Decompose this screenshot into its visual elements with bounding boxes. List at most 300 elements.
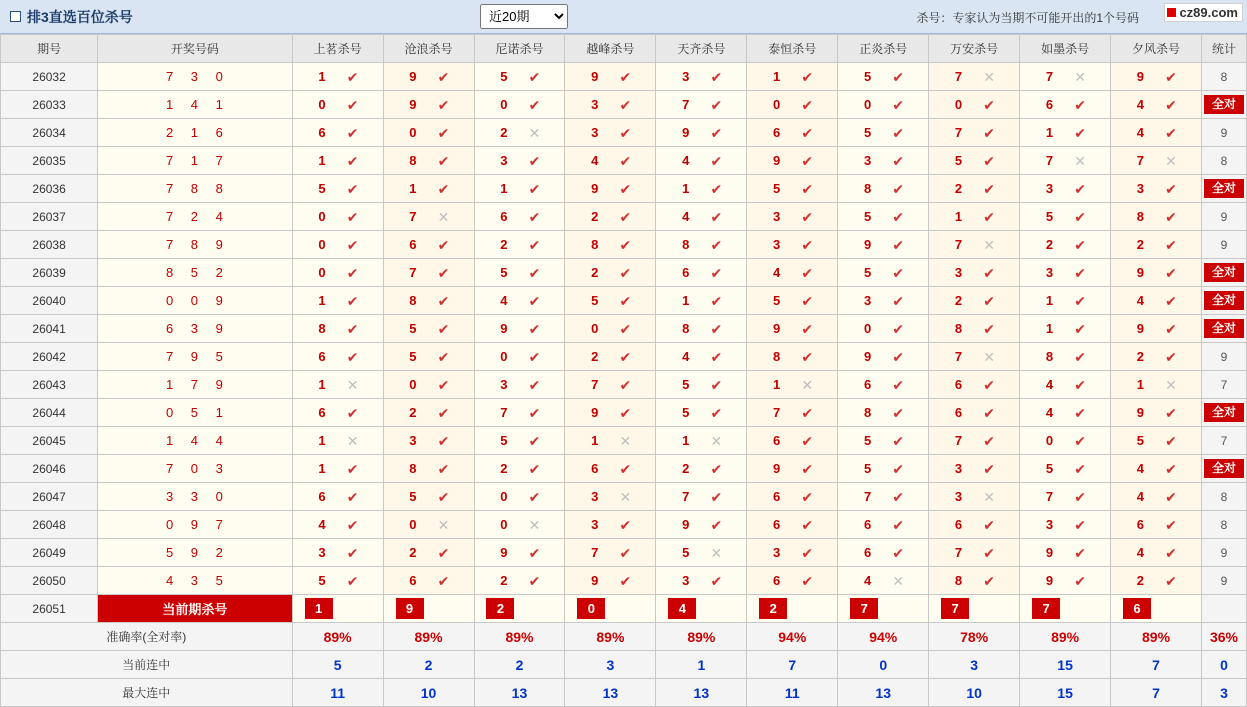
kill-number-cell — [292, 119, 383, 147]
kill-number: 5 — [682, 405, 690, 420]
kill-number-cell — [565, 371, 656, 399]
issue-cell: 26034 — [1, 119, 98, 147]
cross-icon: ✕ — [619, 432, 632, 449]
kill-number-cell — [1020, 567, 1111, 595]
column-header: 正炎杀号 — [838, 35, 929, 63]
check-icon: ✔ — [528, 68, 541, 85]
check-icon: ✔ — [528, 460, 541, 477]
check-icon: ✔ — [801, 488, 814, 505]
kill-number-cell — [565, 203, 656, 231]
kill-number-cell — [1111, 455, 1202, 483]
check-icon: ✔ — [892, 460, 905, 477]
kill-number-cell — [747, 399, 838, 427]
check-icon: ✔ — [1074, 264, 1086, 281]
kill-number: 7 — [954, 237, 963, 252]
kill-number: 3 — [591, 517, 599, 532]
kill-number: 3 — [500, 377, 508, 392]
kill-number-cell — [565, 511, 656, 539]
kill-number-cell — [838, 427, 929, 455]
check-icon: ✔ — [1165, 572, 1177, 589]
kill-number: 0 — [409, 125, 417, 140]
kill-number-cell — [565, 343, 656, 371]
kill-number-cell — [838, 567, 929, 595]
summary-value: 13 — [656, 679, 747, 707]
current-kill-number: 2 — [486, 598, 514, 619]
current-kill-number: 6 — [1123, 598, 1151, 619]
summary-value: 7 — [747, 651, 838, 679]
kill-number: 0 — [773, 97, 781, 112]
check-icon: ✔ — [437, 68, 450, 85]
kill-number-cell — [565, 427, 656, 455]
kill-number-cell — [565, 315, 656, 343]
table-header-row — [1, 35, 1247, 63]
check-icon: ✔ — [983, 460, 996, 477]
check-icon: ✔ — [619, 236, 632, 253]
check-icon: ✔ — [983, 96, 996, 113]
kill-number-cell — [656, 371, 747, 399]
check-icon: ✔ — [619, 572, 632, 589]
all-correct-badge: 全对 — [1204, 291, 1244, 310]
check-icon: ✔ — [892, 180, 905, 197]
kill-number: 6 — [318, 489, 326, 504]
check-icon: ✔ — [710, 376, 723, 393]
stat-cell: 9 — [1202, 203, 1247, 231]
cross-icon: ✕ — [983, 488, 996, 505]
table-row — [1, 567, 1247, 595]
table-row — [1, 203, 1247, 231]
kill-number: 4 — [1045, 377, 1054, 392]
kill-number: 9 — [409, 69, 417, 84]
check-icon: ✔ — [983, 376, 996, 393]
kill-number-cell — [929, 567, 1020, 595]
kill-number-cell — [383, 511, 474, 539]
column-header: 如墨杀号 — [1020, 35, 1111, 63]
kill-number: 5 — [500, 265, 508, 280]
current-kill-cell — [929, 595, 1020, 623]
kill-number-cell — [747, 371, 838, 399]
kill-number: 9 — [409, 97, 417, 112]
check-icon: ✔ — [983, 544, 996, 561]
check-icon: ✔ — [710, 124, 723, 141]
check-icon: ✔ — [619, 404, 632, 421]
check-icon: ✔ — [619, 376, 632, 393]
draw-code-cell: 7 2 4 — [98, 203, 292, 231]
summary-value: 78% — [929, 623, 1020, 651]
kill-number-cell — [747, 427, 838, 455]
kill-number-cell — [383, 147, 474, 175]
kill-number-cell — [1111, 119, 1202, 147]
check-icon: ✔ — [983, 432, 996, 449]
kill-number: 7 — [682, 489, 690, 504]
check-icon: ✔ — [801, 404, 814, 421]
summary-value: 15 — [1020, 651, 1111, 679]
issue-cell: 26037 — [1, 203, 98, 231]
kill-number: 6 — [954, 377, 963, 392]
kill-number: 1 — [318, 377, 326, 392]
kill-number: 0 — [500, 517, 508, 532]
kill-number: 7 — [409, 265, 417, 280]
current-kill-cell — [292, 595, 383, 623]
kill-number: 4 — [682, 349, 690, 364]
kill-number: 0 — [1045, 433, 1054, 448]
stat-cell — [1202, 259, 1247, 287]
table-row — [1, 231, 1247, 259]
kill-number-cell — [929, 203, 1020, 231]
kill-number-cell — [838, 203, 929, 231]
check-icon: ✔ — [892, 264, 905, 281]
square-bullet-icon — [10, 11, 21, 22]
check-icon: ✔ — [437, 320, 450, 337]
check-icon: ✔ — [528, 348, 541, 365]
issue-cell: 26047 — [1, 483, 98, 511]
kill-number-cell — [1020, 455, 1111, 483]
kill-number-cell — [1111, 91, 1202, 119]
kill-number-cell — [838, 91, 929, 119]
kill-number: 7 — [682, 97, 690, 112]
check-icon: ✔ — [619, 516, 632, 533]
check-icon: ✔ — [437, 180, 450, 197]
kill-number: 3 — [591, 97, 599, 112]
summary-label: 当前连中 — [1, 651, 293, 679]
kill-number-cell — [1020, 203, 1111, 231]
check-icon: ✔ — [892, 376, 905, 393]
kill-number: 8 — [863, 405, 872, 420]
kill-number: 0 — [409, 377, 417, 392]
kill-number-cell — [292, 91, 383, 119]
logo-dot-icon — [1167, 8, 1176, 17]
kill-number-cell — [383, 175, 474, 203]
kill-number: 3 — [863, 293, 872, 308]
kill-number: 7 — [409, 209, 417, 224]
column-header: 天齐杀号 — [656, 35, 747, 63]
kill-number-cell — [565, 399, 656, 427]
kill-number-cell — [929, 427, 1020, 455]
current-kill-cell — [1111, 595, 1202, 623]
kill-number-cell — [838, 455, 929, 483]
kill-number: 6 — [500, 209, 508, 224]
issue-cell: 26036 — [1, 175, 98, 203]
kill-number-cell — [383, 231, 474, 259]
kill-number-cell — [565, 287, 656, 315]
current-kill-number: 7 — [850, 598, 878, 619]
kill-number: 8 — [409, 461, 417, 476]
kill-number-cell — [1020, 259, 1111, 287]
kill-number-cell — [383, 427, 474, 455]
draw-code-cell: 7 8 9 — [98, 231, 292, 259]
kill-number: 9 — [863, 237, 872, 252]
site-logo — [1164, 3, 1243, 22]
kill-number: 8 — [954, 321, 963, 336]
kill-number-cell — [1111, 287, 1202, 315]
kill-number-cell — [474, 119, 565, 147]
check-icon: ✔ — [346, 404, 359, 421]
kill-number: 4 — [318, 517, 326, 532]
kill-number-cell — [383, 399, 474, 427]
kill-number-cell — [1111, 175, 1202, 203]
kill-number: 5 — [773, 293, 781, 308]
kill-number-cell — [656, 91, 747, 119]
kill-number: 5 — [318, 573, 326, 588]
kill-number: 5 — [863, 433, 872, 448]
kill-number: 5 — [409, 489, 417, 504]
kill-number-cell — [929, 287, 1020, 315]
check-icon: ✔ — [801, 264, 814, 281]
kill-number-cell — [292, 371, 383, 399]
kill-number: 6 — [409, 237, 417, 252]
cross-icon: ✕ — [983, 236, 996, 253]
check-icon: ✔ — [619, 348, 632, 365]
check-icon: ✔ — [983, 292, 996, 309]
kill-number-cell — [565, 483, 656, 511]
check-icon: ✔ — [1074, 376, 1086, 393]
kill-number: 5 — [1045, 461, 1054, 476]
kill-number-cell — [383, 91, 474, 119]
check-icon: ✔ — [437, 152, 450, 169]
kill-number-cell — [656, 483, 747, 511]
kill-number: 7 — [1045, 153, 1054, 168]
kill-number-cell — [656, 315, 747, 343]
kill-number: 8 — [1136, 209, 1145, 224]
kill-number-cell — [1020, 483, 1111, 511]
check-icon: ✔ — [983, 404, 996, 421]
check-icon: ✔ — [801, 460, 814, 477]
kill-number: 4 — [1136, 97, 1145, 112]
check-icon: ✔ — [710, 516, 723, 533]
check-icon: ✔ — [1074, 516, 1086, 533]
cross-icon: ✕ — [1074, 152, 1086, 169]
kill-number-cell — [929, 231, 1020, 259]
kill-number: 5 — [863, 69, 872, 84]
kill-number-cell — [747, 147, 838, 175]
check-icon: ✔ — [346, 152, 359, 169]
check-icon: ✔ — [892, 96, 905, 113]
kill-number-cell — [1111, 539, 1202, 567]
check-icon: ✔ — [346, 572, 359, 589]
check-icon: ✔ — [710, 68, 723, 85]
kill-number-cell — [474, 287, 565, 315]
kill-number: 1 — [318, 461, 326, 476]
kill-number: 5 — [409, 321, 417, 336]
check-icon: ✔ — [619, 68, 632, 85]
kill-number: 9 — [1136, 265, 1145, 280]
kill-number-cell — [383, 371, 474, 399]
kill-number: 6 — [773, 433, 781, 448]
kill-number: 3 — [1045, 517, 1054, 532]
kill-number-cell — [929, 539, 1020, 567]
kill-number-cell — [565, 567, 656, 595]
period-select-wrapper[interactable] — [480, 4, 568, 29]
kill-number: 2 — [954, 181, 963, 196]
check-icon: ✔ — [1074, 572, 1086, 589]
check-icon: ✔ — [892, 544, 905, 561]
kill-number-cell — [656, 63, 747, 91]
kill-number-cell — [656, 231, 747, 259]
current-kill-cell — [656, 595, 747, 623]
check-icon: ✔ — [801, 152, 814, 169]
cross-icon: ✕ — [801, 376, 814, 393]
kill-number-cell — [565, 539, 656, 567]
kill-number-cell — [929, 511, 1020, 539]
check-icon: ✔ — [710, 96, 723, 113]
check-icon: ✔ — [892, 432, 905, 449]
kill-number-cell — [656, 455, 747, 483]
check-icon: ✔ — [1074, 208, 1086, 225]
kill-number: 4 — [591, 153, 599, 168]
check-icon: ✔ — [1074, 348, 1086, 365]
kill-number-cell — [656, 539, 747, 567]
kill-number-cell — [656, 343, 747, 371]
kill-number: 0 — [863, 97, 872, 112]
check-icon: ✔ — [619, 292, 632, 309]
check-icon: ✔ — [346, 460, 359, 477]
check-icon: ✔ — [528, 572, 541, 589]
kill-number: 9 — [500, 545, 508, 560]
draw-code-cell: 3 3 0 — [98, 483, 292, 511]
kill-number: 4 — [1045, 405, 1054, 420]
kill-number: 7 — [773, 405, 781, 420]
check-icon: ✔ — [346, 264, 359, 281]
kill-number-cell — [1020, 399, 1111, 427]
kill-number: 0 — [318, 97, 326, 112]
check-icon: ✔ — [346, 292, 359, 309]
kill-number: 7 — [954, 545, 963, 560]
kill-number: 3 — [1136, 181, 1145, 196]
kill-number-cell — [838, 287, 929, 315]
summary-row — [1, 651, 1247, 679]
kill-number-cell — [747, 455, 838, 483]
check-icon: ✔ — [346, 180, 359, 197]
kill-number: 2 — [1045, 237, 1054, 252]
kill-number: 5 — [863, 125, 872, 140]
check-icon: ✔ — [437, 404, 450, 421]
check-icon: ✔ — [1165, 264, 1177, 281]
kill-number-cell — [474, 399, 565, 427]
kill-number-cell — [474, 231, 565, 259]
kill-number-cell — [565, 119, 656, 147]
kill-number: 2 — [409, 545, 417, 560]
check-icon: ✔ — [437, 264, 450, 281]
current-kill-cell — [838, 595, 929, 623]
kill-number: 2 — [591, 265, 599, 280]
kill-number-cell — [292, 315, 383, 343]
kill-number-cell — [838, 147, 929, 175]
kill-number: 4 — [1136, 125, 1145, 140]
kill-number: 7 — [954, 125, 963, 140]
kill-number-cell — [292, 567, 383, 595]
draw-code-cell: 1 4 4 — [98, 427, 292, 455]
check-icon: ✔ — [437, 572, 450, 589]
summary-value: 13 — [565, 679, 656, 707]
kill-number: 3 — [682, 573, 690, 588]
check-icon: ✔ — [801, 236, 814, 253]
kill-number-cell — [292, 483, 383, 511]
check-icon: ✔ — [437, 96, 450, 113]
kill-number-cell — [474, 539, 565, 567]
kill-number: 4 — [773, 265, 781, 280]
check-icon: ✔ — [983, 208, 996, 225]
all-correct-badge: 全对 — [1204, 95, 1244, 114]
current-kill-number: 9 — [396, 598, 424, 619]
issue-cell: 26043 — [1, 371, 98, 399]
all-correct-badge: 全对 — [1204, 319, 1244, 338]
check-icon: ✔ — [346, 516, 359, 533]
kill-number-cell — [1020, 63, 1111, 91]
check-icon: ✔ — [619, 96, 632, 113]
check-icon: ✔ — [1074, 432, 1086, 449]
kill-number: 0 — [863, 321, 872, 336]
kill-number-cell — [747, 567, 838, 595]
cross-icon: ✕ — [528, 516, 541, 533]
check-icon: ✔ — [346, 348, 359, 365]
kill-number: 6 — [954, 517, 963, 532]
check-icon: ✔ — [528, 236, 541, 253]
summary-value: 89% — [1020, 623, 1111, 651]
issue-cell: 26050 — [1, 567, 98, 595]
kill-number-cell — [565, 455, 656, 483]
kill-number: 8 — [954, 573, 963, 588]
kill-number: 4 — [500, 293, 508, 308]
kill-number-cell — [929, 63, 1020, 91]
stat-cell — [1202, 175, 1247, 203]
kill-number: 5 — [773, 181, 781, 196]
kill-number: 3 — [318, 545, 326, 560]
check-icon: ✔ — [437, 376, 450, 393]
kill-number: 1 — [682, 293, 690, 308]
column-header: 统计 — [1202, 35, 1247, 63]
kill-number: 8 — [773, 349, 781, 364]
kill-number-cell — [1111, 343, 1202, 371]
current-stat-cell — [1202, 595, 1247, 623]
kill-number-cell — [383, 455, 474, 483]
issue-cell: 26048 — [1, 511, 98, 539]
kill-number-cell — [929, 259, 1020, 287]
kill-number: 8 — [591, 237, 599, 252]
kill-number: 9 — [1136, 321, 1145, 336]
draw-code-cell: 0 5 1 — [98, 399, 292, 427]
kill-number: 0 — [318, 209, 326, 224]
current-kill-number: 7 — [941, 598, 969, 619]
kill-number: 6 — [954, 405, 963, 420]
check-icon: ✔ — [528, 264, 541, 281]
check-icon: ✔ — [437, 236, 450, 253]
kill-number-cell — [474, 455, 565, 483]
kill-number: 7 — [954, 433, 963, 448]
column-header: 沧浪杀号 — [383, 35, 474, 63]
table-row — [1, 511, 1247, 539]
kill-number-cell — [747, 63, 838, 91]
kill-number-cell — [474, 427, 565, 455]
kill-number: 7 — [1136, 153, 1145, 168]
kill-number: 1 — [682, 433, 690, 448]
kill-number: 3 — [773, 237, 781, 252]
table-row — [1, 399, 1247, 427]
draw-code-cell: 1 4 1 — [98, 91, 292, 119]
summary-value: 5 — [292, 651, 383, 679]
page-header — [0, 0, 1247, 34]
draw-code-cell: 7 1 7 — [98, 147, 292, 175]
kill-number: 8 — [1045, 349, 1054, 364]
summary-value: 2 — [474, 651, 565, 679]
kill-number-cell — [474, 511, 565, 539]
kill-number: 2 — [1136, 573, 1145, 588]
check-icon: ✔ — [1165, 320, 1177, 337]
kill-number: 4 — [1136, 293, 1145, 308]
period-select[interactable] — [480, 4, 568, 29]
draw-code-cell: 7 0 3 — [98, 455, 292, 483]
all-correct-badge: 全对 — [1204, 403, 1244, 422]
summary-value: 89% — [383, 623, 474, 651]
kill-number: 9 — [591, 405, 599, 420]
